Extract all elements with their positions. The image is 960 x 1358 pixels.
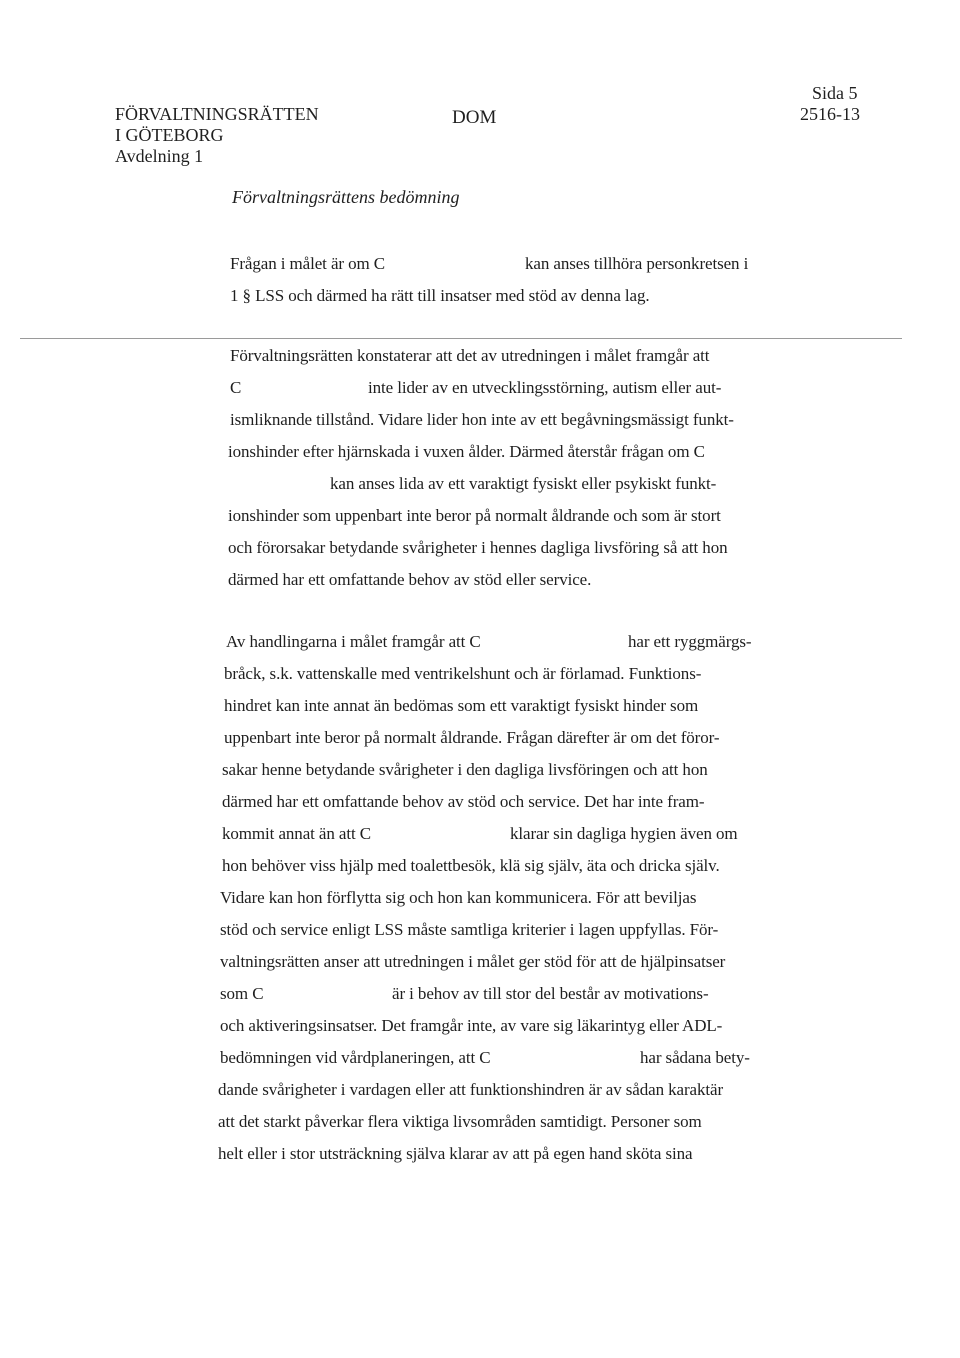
text-line: hindret kan inte annat än bedömas som ett varaktigt fysiskt hinder som xyxy=(224,696,699,715)
text-line: därmed har ett omfattande behov av stöd och service. Det har inte fram- xyxy=(222,792,705,811)
text-line: uppenbart inte beror på normalt åldrande. Frågan därefter är om det föror- xyxy=(224,728,720,747)
text-line: har ett ryggmärgs- xyxy=(628,632,752,651)
text-line: valtningsrätten anser att utredningen i målet ger stöd för att de hjälpinsatser xyxy=(220,952,726,971)
text-line: stöd och service enligt LSS måste samtliga kriterier i lagen uppfyllas. För- xyxy=(220,920,719,939)
text-line: och aktiveringsinsatser. Det framgår inte, av vare sig läkarintyg eller ADL- xyxy=(220,1016,723,1035)
text-line: sakar henne betydande svårigheter i den dagliga livsföringen och att hon xyxy=(222,760,708,779)
text-line: har sådana bety- xyxy=(640,1048,750,1067)
page-label: Sida 5 xyxy=(812,83,858,103)
section-heading: Förvaltningsrättens bedömning xyxy=(232,187,460,207)
text-line: ionshinder efter hjärnskada i vuxen ålder. Därmed återstår frågan om C xyxy=(228,442,705,461)
text-line: bråck, s.k. vattenskalle med ventrikelshunt och är förlamad. Funktions- xyxy=(224,664,702,683)
text-line: därmed har ett omfattande behov av stöd eller service. xyxy=(228,570,592,589)
text-line: bedömningen vid vårdplaneringen, att C xyxy=(220,1048,491,1067)
text-line: 1 § LSS och därmed ha rätt till insatser med stöd av denna lag. xyxy=(230,286,650,305)
case-number: 2516-13 xyxy=(800,104,860,124)
text-line: kan anses tillhöra personkretsen i xyxy=(525,254,749,273)
text-line: helt eller i stor utsträckning själva klarar av att på egen hand sköta sina xyxy=(218,1144,693,1163)
text-line: klarar sin dagliga hygien även om xyxy=(510,824,738,843)
text-line: ionshinder som uppenbart inte beror på normalt åldrande och som är stort xyxy=(228,506,721,525)
text-line: C xyxy=(230,378,242,397)
text-line: Av handlingarna i målet framgår att C xyxy=(226,632,481,651)
divider-line xyxy=(20,338,902,339)
text-line: är i behov av till stor del består av motivations- xyxy=(392,984,709,1003)
text-line: kommit annat än att C xyxy=(222,824,371,843)
text-line: inte lider av en utvecklingsstörning, autism eller aut- xyxy=(368,378,722,397)
text-line: kan anses lida av ett varaktigt fysiskt eller psykiskt funkt- xyxy=(330,474,717,493)
text-line: Förvaltningsrätten konstaterar att det av utredningen i målet framgår att xyxy=(230,346,710,365)
text-line: hon behöver viss hjälp med toalettbesök, klä sig själv, äta och dricka själv. xyxy=(222,856,720,875)
text-line: dande svårigheter i vardagen eller att funktionshindren är av sådan karaktär xyxy=(218,1080,724,1099)
court-name-line2: I GÖTEBORG xyxy=(115,125,224,145)
document-type: DOM xyxy=(452,107,497,128)
text-line: och förorsakar betydande svårigheter i hennes dagliga livsföring så att hon xyxy=(228,538,728,557)
department-label: Avdelning 1 xyxy=(115,146,204,166)
text-line: som C xyxy=(220,984,264,1003)
court-name-line1: FÖRVALTNINGSRÄTTEN xyxy=(115,104,319,124)
text-line: ismliknande tillstånd. Vidare lider hon inte av ett begåvningsmässigt funkt- xyxy=(230,410,734,429)
text-line: Vidare kan hon förflytta sig och hon kan kommunicera. För att beviljas xyxy=(220,888,697,907)
text-line: Frågan i målet är om C xyxy=(230,254,386,273)
text-line: att det starkt påverkar flera viktiga livsområden samtidigt. Personer som xyxy=(218,1112,702,1131)
